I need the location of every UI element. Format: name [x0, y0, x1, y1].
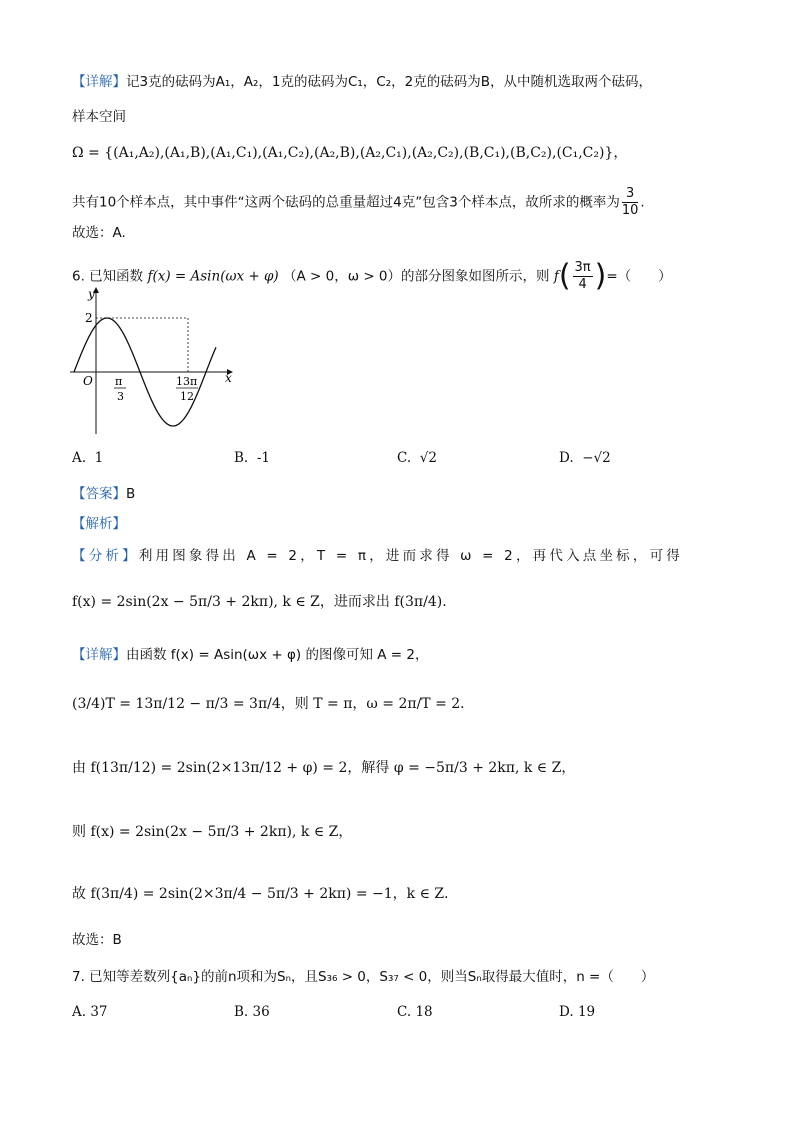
- q7-option-b[interactable]: [234, 1004, 270, 1020]
- detail-label: 【详解】: [72, 74, 126, 90]
- tick2-num: 13π: [176, 375, 198, 388]
- q6-option-c[interactable]: [397, 450, 437, 466]
- answer-value: B: [126, 486, 136, 502]
- y-label: y: [88, 287, 95, 301]
- x-label: x: [225, 371, 232, 385]
- option-value: 1: [94, 450, 104, 466]
- answer-label: 【答案】: [72, 486, 126, 502]
- option-letter: B.: [234, 1004, 249, 1020]
- option-value: 19: [577, 1004, 596, 1020]
- q6-option-a[interactable]: [72, 450, 103, 466]
- option-value: 37: [90, 1004, 108, 1020]
- tick1-den: 3: [117, 390, 124, 403]
- answer-line-5: 故选：A.: [72, 225, 126, 241]
- q6-analysis: [72, 546, 683, 566]
- option-value: √2: [419, 450, 437, 466]
- q6-final: 故选：B: [72, 932, 122, 948]
- analysis-head: 【分析】: [72, 548, 139, 564]
- q6-analysis-label: [72, 514, 126, 534]
- q6-detail-1: [72, 645, 428, 665]
- sine-graph: [70, 284, 240, 436]
- option-letter: A.: [72, 1004, 87, 1020]
- q7-option-c[interactable]: [397, 1004, 433, 1020]
- prob-num: 3: [622, 186, 639, 203]
- option-letter: C.: [397, 1004, 412, 1020]
- q6-stem-ask: =（ ）: [606, 268, 672, 285]
- origin-label: O: [83, 374, 93, 388]
- detail-label: 【详解】: [72, 647, 126, 663]
- q6-detail-2: (3/4)T = 13π/12 − π/3 = 3π/4，则 T = π，ω = 2π/T = 2．: [72, 696, 475, 712]
- option-letter: A.: [72, 450, 87, 466]
- q7-stem: 7. 已知等差数列{aₙ}的前n项和为Sₙ，且S₃₆ > 0，S₃₇ < 0，则当Sₙ取得最大值时，n =（ ）: [72, 969, 655, 985]
- analysis-label: 【解析】: [72, 516, 126, 532]
- q6-analysis-formula: f(x) = 2sin(2x − 5π/3 + 2kπ), k ∈ Z，进而求出 f(3π/4).: [72, 594, 447, 610]
- max-label: 2: [85, 311, 93, 325]
- count-line: 共有10个样本点，其中事件“这两个砝码的总重量超过4克”包含3个样本点，故所求的概率为 $\frac{3}{10}$ .: [72, 186, 645, 218]
- q6-option-d[interactable]: [559, 450, 611, 466]
- tick1-num: π: [115, 375, 123, 388]
- tick2-den: 12: [180, 390, 194, 403]
- analysis-text: 利用图象得出 A = 2，T = π，进而求得 ω = 2，再代入点坐标，可得: [138, 548, 683, 564]
- option-letter: C.: [397, 450, 412, 466]
- option-letter: B.: [234, 450, 249, 466]
- option-value: 36: [252, 1004, 270, 1020]
- q6-stem-prefix: 6. 已知函数: [72, 268, 144, 285]
- option-value: −√2: [582, 450, 611, 466]
- q6-stem-func: f(x) = Asin(ωx + φ): [147, 268, 279, 285]
- sample-space-formula: Ω = {(A₁,A₂),(A₁,B),(A₁,C₁),(A₁,C₂),(A₂,B),(A₂,C₁),(A₂,C₂),(B,C₁),(B,C₂),(C₁,C₂)}，: [72, 145, 628, 161]
- detail-text: 记3克的砝码为A₁，A₂，1克的砝码为C₁，C₂，2克的砝码为B，从中随机选取两个砝码，: [126, 74, 652, 90]
- q6-answer: [72, 484, 135, 504]
- detail-text: 由函数 f(x) = Asin(ωx + φ) 的图像可知 A = 2，: [126, 647, 429, 663]
- q6-stem-cond: （A > 0，ω > 0）的部分图象如图所示，则: [283, 268, 550, 285]
- q7-option-a[interactable]: [72, 1004, 108, 1020]
- option-value: -1: [256, 450, 270, 466]
- q6-detail-3: 由 f(13π/12) = 2sin(2×13π/12 + φ) = 2，解得 φ = −5π/3 + 2kπ, k ∈ Z，: [72, 760, 576, 776]
- sample-space-label: 样本空间: [72, 109, 126, 125]
- count-text: 共有10个样本点，其中事件“这两个砝码的总重量超过4克”包含3个样本点，故所求的概率为: [72, 194, 620, 211]
- q6-option-b[interactable]: [234, 450, 270, 466]
- q7-option-d[interactable]: [559, 1004, 595, 1020]
- q6-stem: 6. 已知函数 f(x) = Asin(ωx + φ) （A > 0，ω > 0）的部分图象如图所示，则 f( $\frac{3\pi}{4}$ )=（ ）: [72, 258, 672, 294]
- q6-detail-4: 则 f(x) = 2sin(2x − 5π/3 + 2kπ), k ∈ Z，: [72, 824, 353, 840]
- prob-den: 10: [621, 203, 639, 218]
- option-letter: D.: [559, 1004, 574, 1020]
- option-letter: D.: [559, 450, 574, 466]
- option-value: 18: [415, 1004, 433, 1020]
- probability-fraction: [622, 186, 639, 219]
- detail-line: [72, 72, 652, 92]
- q6-detail-5: 故 f(3π/4) = 2sin(2×3π/4 − 5π/3 + 2kπ) = −1，k ∈ Z．: [72, 886, 459, 902]
